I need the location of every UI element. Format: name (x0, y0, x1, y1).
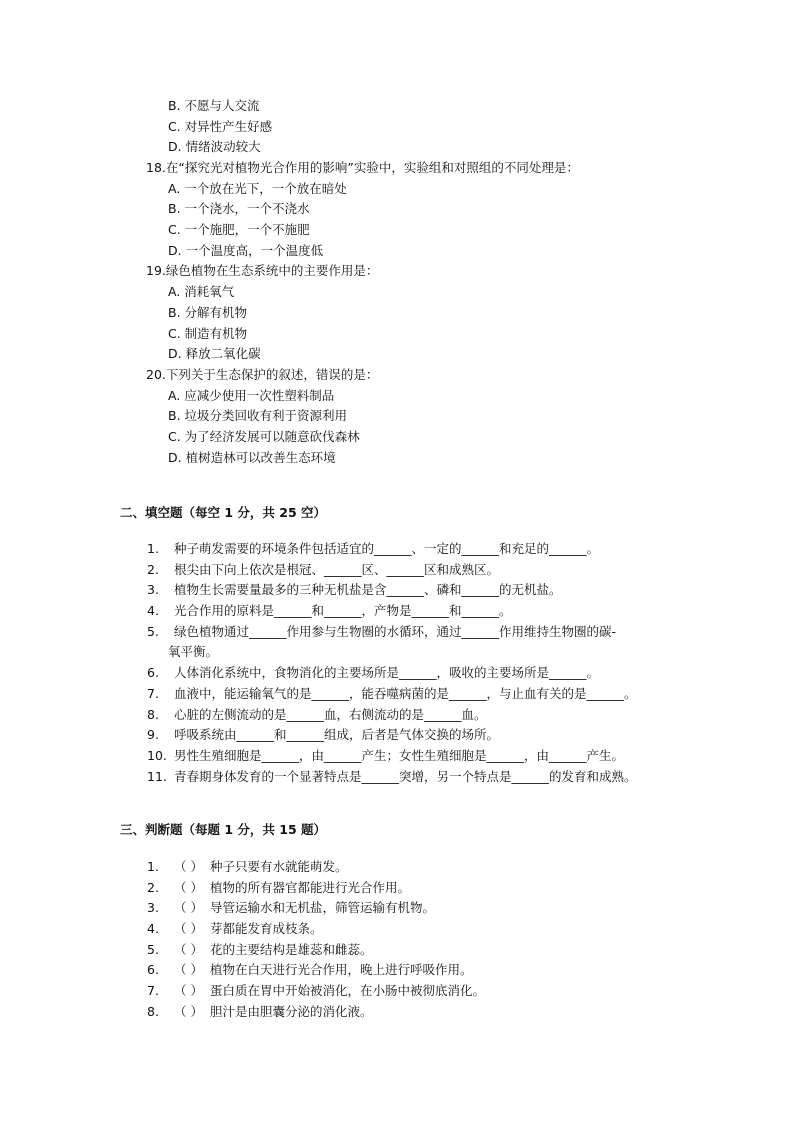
item-text: 呼吸系统由______和______组成，后者是气体交换的场所。 (174, 727, 500, 743)
option-a: A. 应减少使用一次性塑料制品 (168, 387, 335, 403)
question-20 (0, 365, 794, 468)
option-b: B. 分解有机物 (168, 304, 248, 320)
question-stem (0, 365, 794, 386)
item-number: 4. (147, 921, 159, 937)
judge-item (0, 857, 794, 878)
item-text: 花的主要结构是雄蕊和雌蕊。 (210, 941, 373, 957)
judge-item (0, 1002, 794, 1023)
item-text: 芽都能发育成枝条。 (210, 921, 323, 937)
item-number: 1. (147, 541, 159, 556)
item-number: 11. (147, 768, 167, 784)
fill-item (0, 622, 794, 643)
item-number: 8. (147, 1003, 159, 1019)
item-text: 青春期身体发育的一个显著特点是______突增，另一个特点是______的发育和成熟。 (174, 768, 637, 784)
option-b: B. 不愿与人交流 (168, 98, 260, 113)
answer-blank: （ ） (174, 900, 203, 916)
item-number: 3. (147, 582, 159, 598)
option-b: B. 一个浇水，一个不浇水 (168, 201, 310, 217)
section-true-false (0, 820, 794, 841)
answer-blank: （ ） (174, 921, 203, 937)
fill-item (0, 539, 794, 560)
item-text: 光合作用的原料是______和______，产物是______和______。 (174, 603, 512, 619)
fill-item (0, 601, 794, 622)
fill-item (0, 705, 794, 726)
fill-item (0, 746, 794, 767)
item-text: 植物生长需要量最多的三种无机盐是含______、磷和______的无机盐。 (174, 582, 562, 598)
judge-item (0, 878, 794, 899)
item-number: 6. (147, 962, 159, 978)
fill-item (0, 767, 794, 788)
question-stem (0, 261, 794, 282)
item-number: 8. (147, 706, 159, 722)
item-text: 胆汁是由胆囊分泌的消化液。 (210, 1003, 373, 1019)
judge-item (0, 919, 794, 940)
judge-item (0, 960, 794, 981)
item-number: 5. (147, 623, 159, 639)
judge-item (0, 940, 794, 961)
item-text: 蛋白质在胃中开始被消化，在小肠中被彻底消化。 (210, 983, 486, 999)
item-number: 5. (147, 941, 159, 957)
item-text: 种子萌发需要的环境条件包括适宜的______、一定的______和充足的______。 (174, 541, 600, 556)
section-title: 三、判断题（每题 1 分，共 15 题） (120, 822, 327, 837)
item-number: 2. (147, 879, 159, 895)
section-fill-in (0, 503, 794, 524)
fill-item-continuation: 氧平衡。 (168, 644, 219, 660)
question-19 (0, 261, 794, 364)
item-number: 4. (147, 603, 159, 619)
item-text: 血液中，能运输氧气的是______，能吞噬病菌的是______，与止血有关的是______。 (174, 685, 637, 701)
item-number: 6. (147, 665, 159, 681)
q17-options (0, 96, 794, 158)
judge-list (0, 857, 794, 1023)
option-c: C. 对异性产生好感 (168, 118, 273, 134)
item-number: 2. (147, 561, 159, 577)
option-c: C. 制造有机物 (168, 325, 248, 341)
item-number: 10. (147, 747, 167, 763)
item-text: 男性生殖细胞是______，由______产生；女性生殖细胞是______，由______产生。 (174, 747, 625, 763)
question-number: 19. (146, 263, 166, 279)
judge-item (0, 898, 794, 919)
section-title: 二、填空题（每空 1 分，共 25 空） (120, 505, 327, 520)
answer-blank: （ ） (174, 879, 203, 895)
question-text: 在“探究光对植物光合作用的影响”实验中，实验组和对照组的不同处理是： (165, 160, 579, 175)
item-text: 绿色植物通过______作用参与生物圈的水循环，通过______作用维持生物圈的碳- (174, 623, 617, 639)
fill-item (0, 684, 794, 705)
option-b: B. 垃圾分类回收有利于资源利用 (168, 408, 348, 424)
option-c: C. 为了经济发展可以随意砍伐森林 (168, 428, 360, 444)
fill-item (0, 663, 794, 684)
item-number: 3. (147, 900, 159, 916)
item-number: 9. (147, 727, 159, 743)
question-stem (0, 158, 794, 179)
answer-blank: （ ） (174, 962, 203, 978)
item-number: 7. (147, 983, 159, 999)
option-d: D. 情绪波动较大 (168, 139, 261, 155)
item-number: 1. (147, 859, 159, 874)
fill-item (0, 560, 794, 581)
fill-item (0, 580, 794, 601)
item-text: 人体消化系统中，食物消化的主要场所是______，吸收的主要场所是______。 (174, 665, 600, 681)
mcq-list (0, 158, 794, 468)
judge-item (0, 981, 794, 1002)
answer-blank: （ ） (174, 941, 203, 957)
question-text: 绿色植物在生态系统中的主要作用是： (165, 263, 379, 279)
fill-in-list (0, 539, 794, 787)
question-18 (0, 158, 794, 261)
option-d: D. 植树造林可以改善生态环境 (168, 449, 336, 465)
option-d: D. 一个温度高，一个温度低 (168, 242, 324, 258)
item-text: 导管运输水和无机盐，筛管运输有机物。 (210, 900, 436, 916)
option-a: A. 消耗氧气 (168, 284, 235, 300)
item-text: 植物的所有器官都能进行光合作用。 (210, 879, 411, 895)
option-d: D. 释放二氧化碳 (168, 346, 261, 362)
question-number: 18. (146, 160, 166, 175)
question-number: 20. (146, 366, 166, 382)
item-text: 种子只要有水就能萌发。 (210, 859, 348, 874)
question-text: 下列关于生态保护的叙述，错误的是： (165, 366, 379, 382)
answer-blank: （ ） (174, 1003, 203, 1019)
item-text: 心脏的左侧流动的是______血，右侧流动的是______血。 (174, 706, 487, 722)
item-text: 根尖由下向上依次是根冠、______区、______区和成熟区。 (174, 561, 500, 577)
answer-blank: （ ） (174, 983, 203, 999)
item-text: 植物在白天进行光合作用，晚上进行呼吸作用。 (210, 962, 473, 978)
option-a: A. 一个放在光下，一个放在暗处 (168, 180, 347, 196)
fill-item (0, 725, 794, 746)
answer-blank: （ ） (174, 859, 203, 874)
item-number: 7. (147, 685, 159, 701)
option-c: C. 一个施肥，一个不施肥 (168, 222, 310, 238)
